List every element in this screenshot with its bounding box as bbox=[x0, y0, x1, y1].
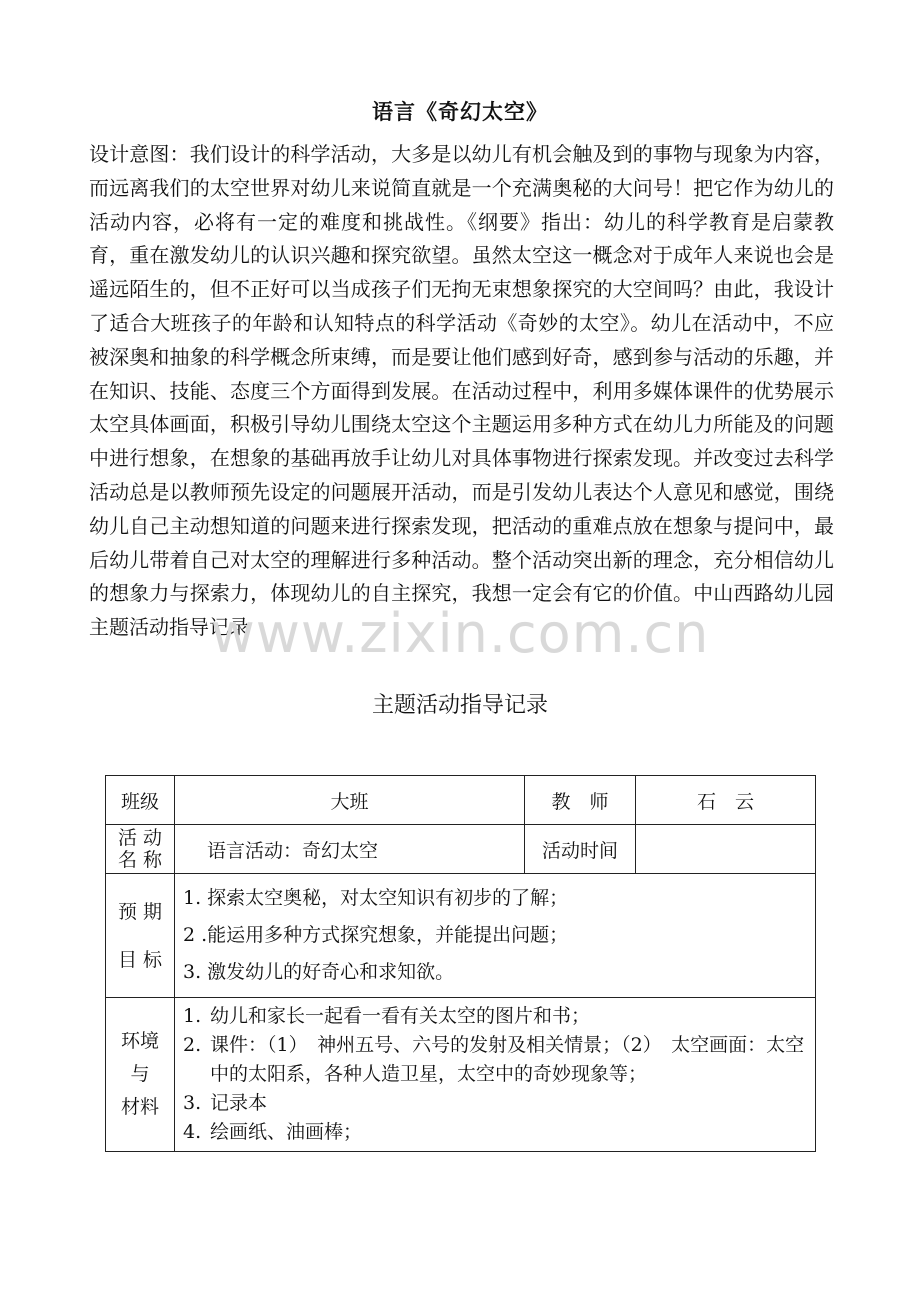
goals-row bbox=[106, 874, 816, 998]
goal-item: 3. 激发幼儿的好奇心和求知欲。 bbox=[183, 961, 455, 983]
class-row bbox=[106, 776, 816, 825]
material-item bbox=[183, 1089, 815, 1118]
materials-list bbox=[175, 998, 816, 1152]
material-number: 4. bbox=[183, 1121, 202, 1143]
material-item bbox=[183, 1031, 815, 1089]
materials-label-line3: 材料 bbox=[120, 1096, 159, 1118]
goals-list bbox=[175, 874, 816, 998]
material-number: 2. bbox=[183, 1034, 202, 1056]
materials-row bbox=[106, 998, 816, 1152]
material-item bbox=[183, 1118, 815, 1147]
goals-label-line1: 预 期 bbox=[117, 900, 163, 923]
goals-label-line2: 目 标 bbox=[117, 948, 163, 971]
time-value bbox=[636, 825, 816, 874]
activity-value: 语言活动：奇幻太空 bbox=[175, 825, 525, 874]
material-text: 记录本 bbox=[210, 1092, 268, 1114]
time-label: 活动时间 bbox=[525, 825, 636, 874]
material-text: 课件：（1） 神州五号、六号的发射及相关情景；（2） 太空画面：太空中的太阳系，各种人造卫星，太空中的奇妙现象等； bbox=[210, 1034, 805, 1085]
goal-item: 2 .能运用多种方式探究想象，并能提出问题； bbox=[183, 924, 569, 946]
watermark: www.zixin.com.cn bbox=[210, 602, 710, 665]
material-number: 3. bbox=[183, 1092, 202, 1114]
activity-row bbox=[106, 825, 816, 874]
goal-item: 1. 探索太空奥秘，对太空知识有初步的了解； bbox=[183, 887, 569, 909]
activity-label bbox=[106, 825, 175, 874]
activity-record-table bbox=[105, 775, 816, 1152]
goals-label bbox=[106, 874, 175, 998]
materials-label-line1: 环境 bbox=[120, 1030, 159, 1052]
teacher-value: 石 云 bbox=[636, 776, 816, 825]
materials-label bbox=[106, 998, 175, 1152]
materials-label-line2: 与 bbox=[130, 1063, 150, 1085]
class-label: 班级 bbox=[106, 776, 175, 825]
material-number: 1. bbox=[183, 1005, 202, 1027]
record-subtitle: 主题活动指导记录 bbox=[371, 693, 548, 718]
activity-label-line2: 名 称 bbox=[117, 849, 163, 871]
activity-label-line1: 活 动 bbox=[117, 827, 163, 849]
teacher-label: 教 师 bbox=[525, 776, 636, 825]
intro-paragraph: 设计意图：我们设计的科学活动，大多是以幼儿有机会触及到的事物与现象为内容，而远离我们的太空世界对幼儿来说简直就是一个充满奥秘的大问号！把它作为幼儿的活动内容，必将有一定的难度和挑战性。《纲要》指出：幼儿的科学教育是启蒙教育，重在激发幼儿的认识兴趣和探究欲望。虽然太空这一概念对于成年人来说也会是遥远陌生的，但不正好可以当成孩子们无拘无束想象探究的大空间吗？由此，我设计了适合大班孩子的年龄和认知特点的科学活动《奇妙的太空》。幼儿在活动中，不应被深奥和抽象的科学概念所束缚，而是要让他们感到好奇，感到参与活动的乐趣，并在知识、技能、态度三个方面得到发展。在活动过程中，利用多媒体课件的优势展示太空具体画面，积极引导幼儿围绕太空这个主题运用多种方式在幼儿力所能及的问题中进行想象，在想象的基础再放手让幼儿对具体事物进行探索发现。并改变过去科学活动总是以教师预先设定的问题展开活动，而是引发幼儿表达个人意见和感觉，围绕幼儿自己主动想知道的问题来进行探索发现，把活动的重难点放在想象与提问中，最后幼儿带着自己对太空的理解进行多种活动。整个活动突出新的理念，充分相信幼儿的想象力与探索力，体现幼儿的自主探究，我想一定会有它的价值。中山西路幼儿园主题活动指导记录 bbox=[89, 142, 834, 640]
material-text: 绘画纸、油画棒； bbox=[210, 1121, 363, 1143]
material-text: 幼儿和家长一起看一看有关太空的图片和书； bbox=[210, 1005, 591, 1027]
class-value: 大班 bbox=[175, 776, 525, 825]
material-item bbox=[183, 1002, 815, 1031]
document-title: 语言《奇幻太空》 bbox=[372, 99, 548, 124]
